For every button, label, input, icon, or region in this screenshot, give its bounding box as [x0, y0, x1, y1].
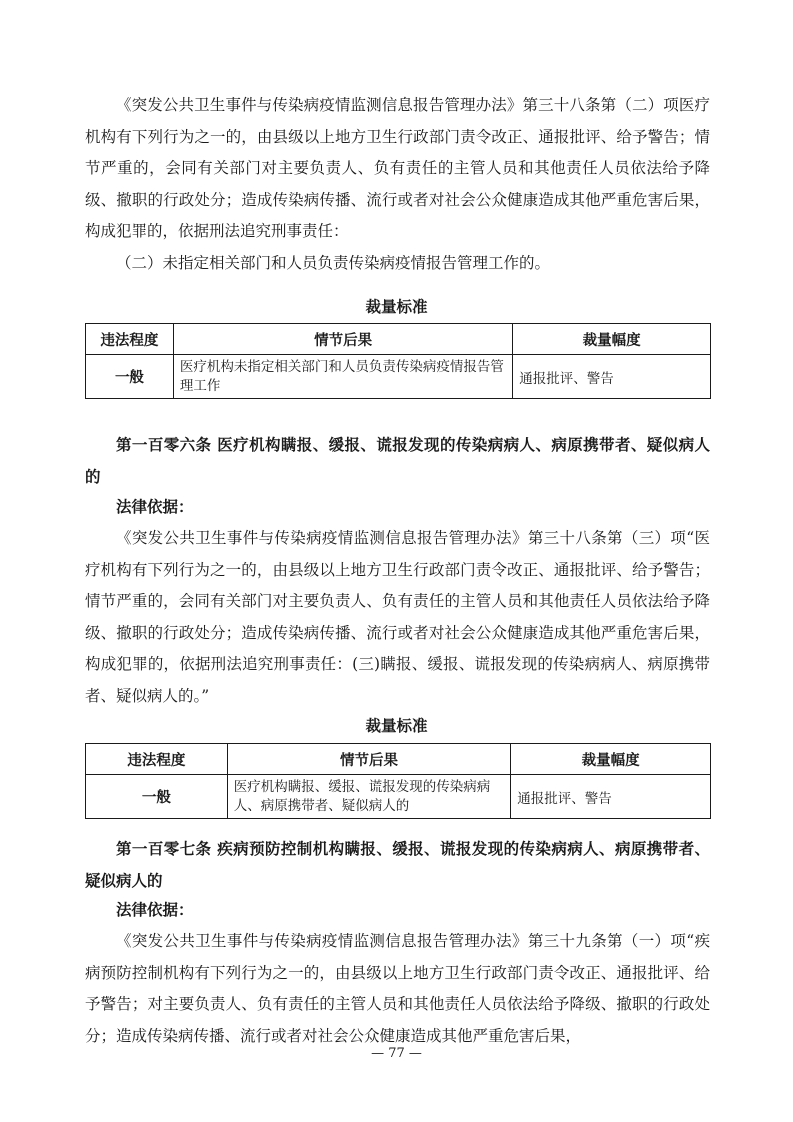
header-consequence: 情节后果: [173, 324, 512, 355]
article106-title: 第一百零六条 医疗机构瞒报、缓报、谎报发现的传染病病人、病原携带者、疑似病人的: [85, 436, 710, 486]
cell-consequence: 医疗机构未指定相关部门和人员负责传染病疫情报告管理工作: [173, 355, 512, 399]
header-degree: 违法程度: [86, 324, 174, 355]
article105-basis-text: 《突发公共卫生事件与传染病疫情监测信息报告管理办法》第三十八条第（二）项医疗机构有下列行为之一的，由县级以上地方卫生行政部门责令改正、通报批评、给予警告；情节严重的，会同有关部门对主要负责人、负有责任的主管人员和其他责任人员依法给予降级、撤职的行政处分；造成传染病传播、流行或者对社会公众健康造成其他严重危害后果，构成犯罪的，依据刑法追究刑事责任：: [85, 96, 710, 240]
header-degree: 违法程度: [86, 744, 228, 775]
header-range: 裁量幅度: [511, 744, 711, 775]
cell-range: 通报批评、警告: [513, 355, 711, 399]
table-header-row: [86, 324, 711, 355]
article107-title: 第一百零七条 疾病预防控制机构瞒报、缓报、谎报发现的传染病病人、病原携带者、疑似病人的: [85, 840, 710, 890]
article107-basis-label: 法律依据：: [116, 901, 194, 919]
article105-item-text: （二）未指定相关部门和人员负责传染病疫情报告管理工作的。: [116, 254, 551, 272]
table-header-row: [86, 744, 711, 775]
article106-basis-label: 法律依据：: [116, 498, 194, 516]
cell-degree: 一般: [86, 355, 174, 399]
table-row: [86, 355, 711, 399]
header-range: 裁量幅度: [513, 324, 711, 355]
article105-standard-table: [85, 323, 711, 399]
cell-degree: 一般: [86, 775, 228, 819]
article105-standard-heading: 裁量标准: [365, 298, 428, 316]
article106-standard-table: [85, 743, 711, 819]
page-number: — 77 —: [371, 1046, 422, 1061]
cell-range: 通报批评、警告: [511, 775, 711, 819]
header-consequence: 情节后果: [227, 744, 511, 775]
cell-consequence: 医疗机构瞒报、缓报、谎报发现的传染病病人、病原携带者、疑似病人的: [227, 775, 511, 819]
article106-basis-text: 《突发公共卫生事件与传染病疫情监测信息报告管理办法》第三十八条第（三）项“医疗机构有下列行为之一的，由县级以上地方卫生行政部门责令改正、通报批评、给予警告；情节严重的，会同有关部门对主要负责人、负有责任的主管人员和其他责任人员依法给予降级、撤职的行政处分；造成传染病传播、流行或者对社会公众健康造成其他严重危害后果，构成犯罪的，依据刑法追究刑事责任：(三)瞒报、缓报、谎报发现的传染病病人、病原携带者、疑似病人的。”: [85, 529, 710, 705]
table-row: [86, 775, 711, 819]
article106-standard-heading: 裁量标准: [365, 717, 428, 735]
article107-basis-text: 《突发公共卫生事件与传染病疫情监测信息报告管理办法》第三十九条第（一）项“疾病预防控制机构有下列行为之一的，由县级以上地方卫生行政部门责令改正、通报批评、给予警告；对主要负责人、负有责任的主管人员和其他责任人员依法给予降级、撤职的行政处分；造成传染病传播、流行或者对社会公众健康造成其他严重危害后果，: [85, 932, 710, 1045]
